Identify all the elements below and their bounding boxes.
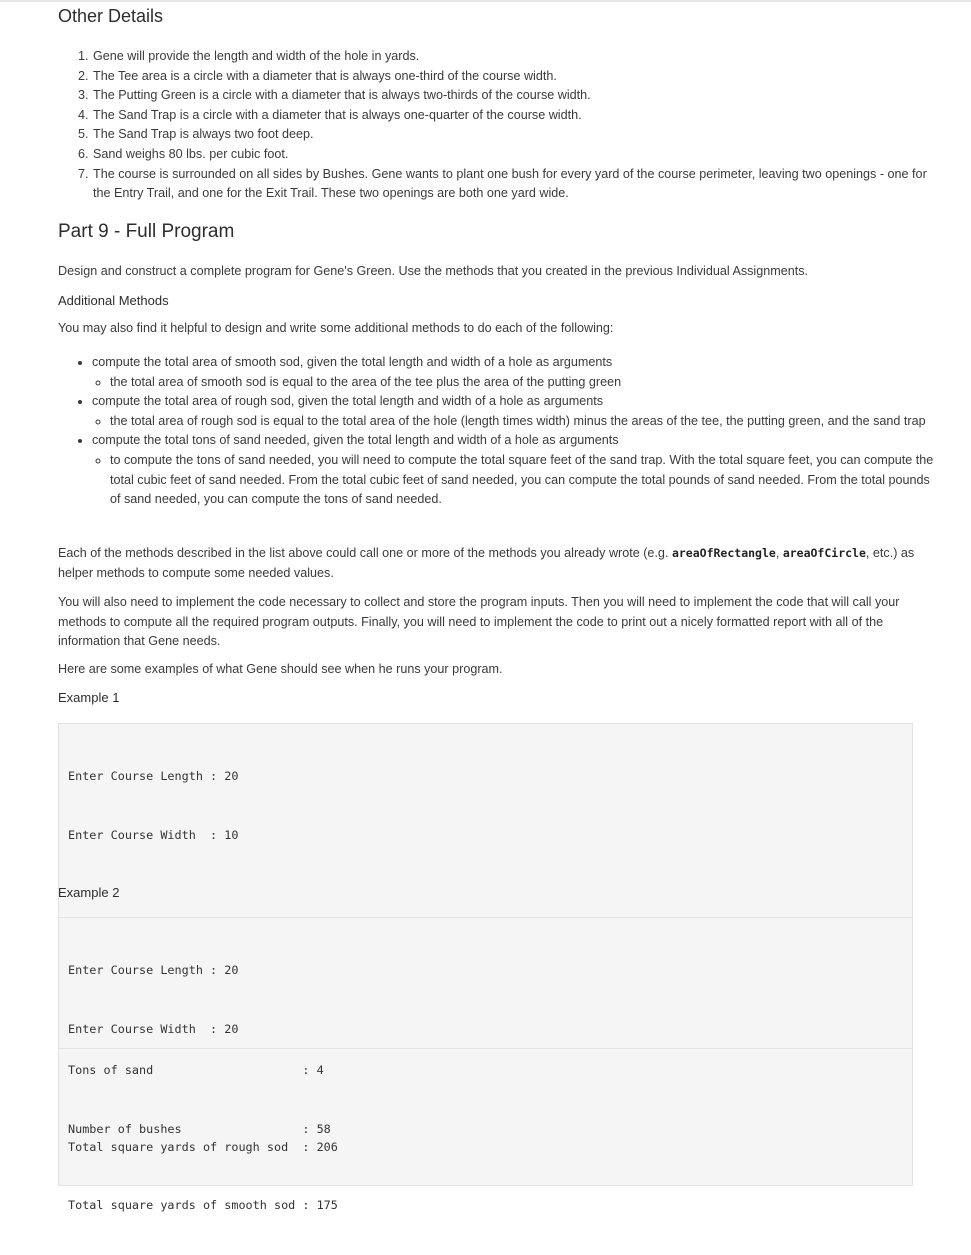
code-line: Number of bushes : 58 [68,1121,331,1136]
implementation-paragraph: You will also need to implement the code necessary to collect and store the program inputs. Then you will need to implement the code that will call your methods to compute all the required program outputs. Finally, you will need to implement the code to print out a nicely formatted report with all of the information that Gene needs. [58,595,900,649]
example2-title: Example 2 [58,885,120,900]
code-line: Enter Course Width : 20 [68,1021,239,1036]
helper-methods-paragraph [58,544,918,583]
list-item: ◦ the total area of rough sod is equal to the total area of the hole (length times width) minus the areas of the tee, the putting green, and the sand trap [110,412,937,432]
part9-heading: Part 9 - Full Program [58,221,235,242]
list-item: 7. The course is surrounded on all sides by Bushes. Gene wants to plant one bush for every yard of the course perimeter, leaving two openings - one for the Entry Trail, and one for the Exit Trail. These two openings are both one yard wide. [92,165,938,204]
top-divider [0,0,971,2]
list-item: 1. Gene will provide the length and width of the hole in yards. [92,47,938,67]
method-text: compute the total area of rough sod, given the total length and width of a hole as arguments [92,394,604,409]
list-item [92,431,937,509]
code-line: Total square yards of rough sod : 206 [68,1139,338,1154]
list-item: 2. The Tee area is a circle with a diameter that is always one-third of the course width. [92,67,938,87]
code-areaOfCircle: areaOfCircle [782,546,866,560]
example1-title: Example 1 [58,690,120,705]
methods-list [73,353,937,510]
list-item: 6. Sand weighs 80 lbs. per cubic foot. [92,145,938,165]
code-line: Enter Course Width : 10 [68,827,239,842]
list-item: ◦ to compute the tons of sand needed, you will need to compute the total square feet of the sand trap. With the total square feet, you can compute the total cubic feet of sand needed. From the total cubic feet of sand needed, you can compute the total pounds of sand needed. From the total pounds of sand needed, you can compute the tons of sand needed. [110,451,937,510]
list-item: 5. The Sand Trap is always two foot deep. [92,125,938,145]
list-item: 3. The Putting Green is a circle with a diameter that is always two-thirds of the course width. [92,86,938,106]
code-areaOfRectangle: areaOfRectangle [671,546,776,560]
part9-intro: Design and construct a complete program for Gene's Green. Use the methods that you created in the previous Individual Assignments. [58,264,809,278]
list-item [92,392,937,431]
additional-methods-heading: Additional Methods [58,293,169,308]
code-line: Total square yards of smooth sod : 175 [68,1198,338,1213]
other-details-list [72,47,938,204]
code-line [68,1079,904,1099]
method-text: compute the total tons of sand needed, given the total length and width of a hole as arguments [92,433,619,448]
text-run: Each of the methods described in the list above could call one or more of the methods you already wrote (e.g. [58,546,672,560]
text-run: , etc.) as helper methods to compute some needed values. [58,546,915,580]
other-details-heading: Other Details [58,6,164,26]
list-item [92,353,937,392]
text-run: , [775,546,783,560]
code-line: Tons of sand : 4 [68,1063,324,1078]
method-text: compute the total area of smooth sod, given the total length and width of a hole as arguments [92,355,613,369]
code-line: Enter Course Length : 20 [68,963,239,978]
additional-methods-intro: You may also find it helpful to design and write some additional methods to do each of the following: [58,321,614,335]
list-item: ◦ the total area of smooth sod is equal to the area of the tee plus the area of the putting green [110,373,937,393]
code-line: Enter Course Length : 20 [68,769,239,784]
list-item: 4. The Sand Trap is a circle with a diameter that is always one-quarter of the course width. [92,106,938,126]
examples-intro: Here are some examples of what Gene should see when he runs your program. [58,662,503,676]
